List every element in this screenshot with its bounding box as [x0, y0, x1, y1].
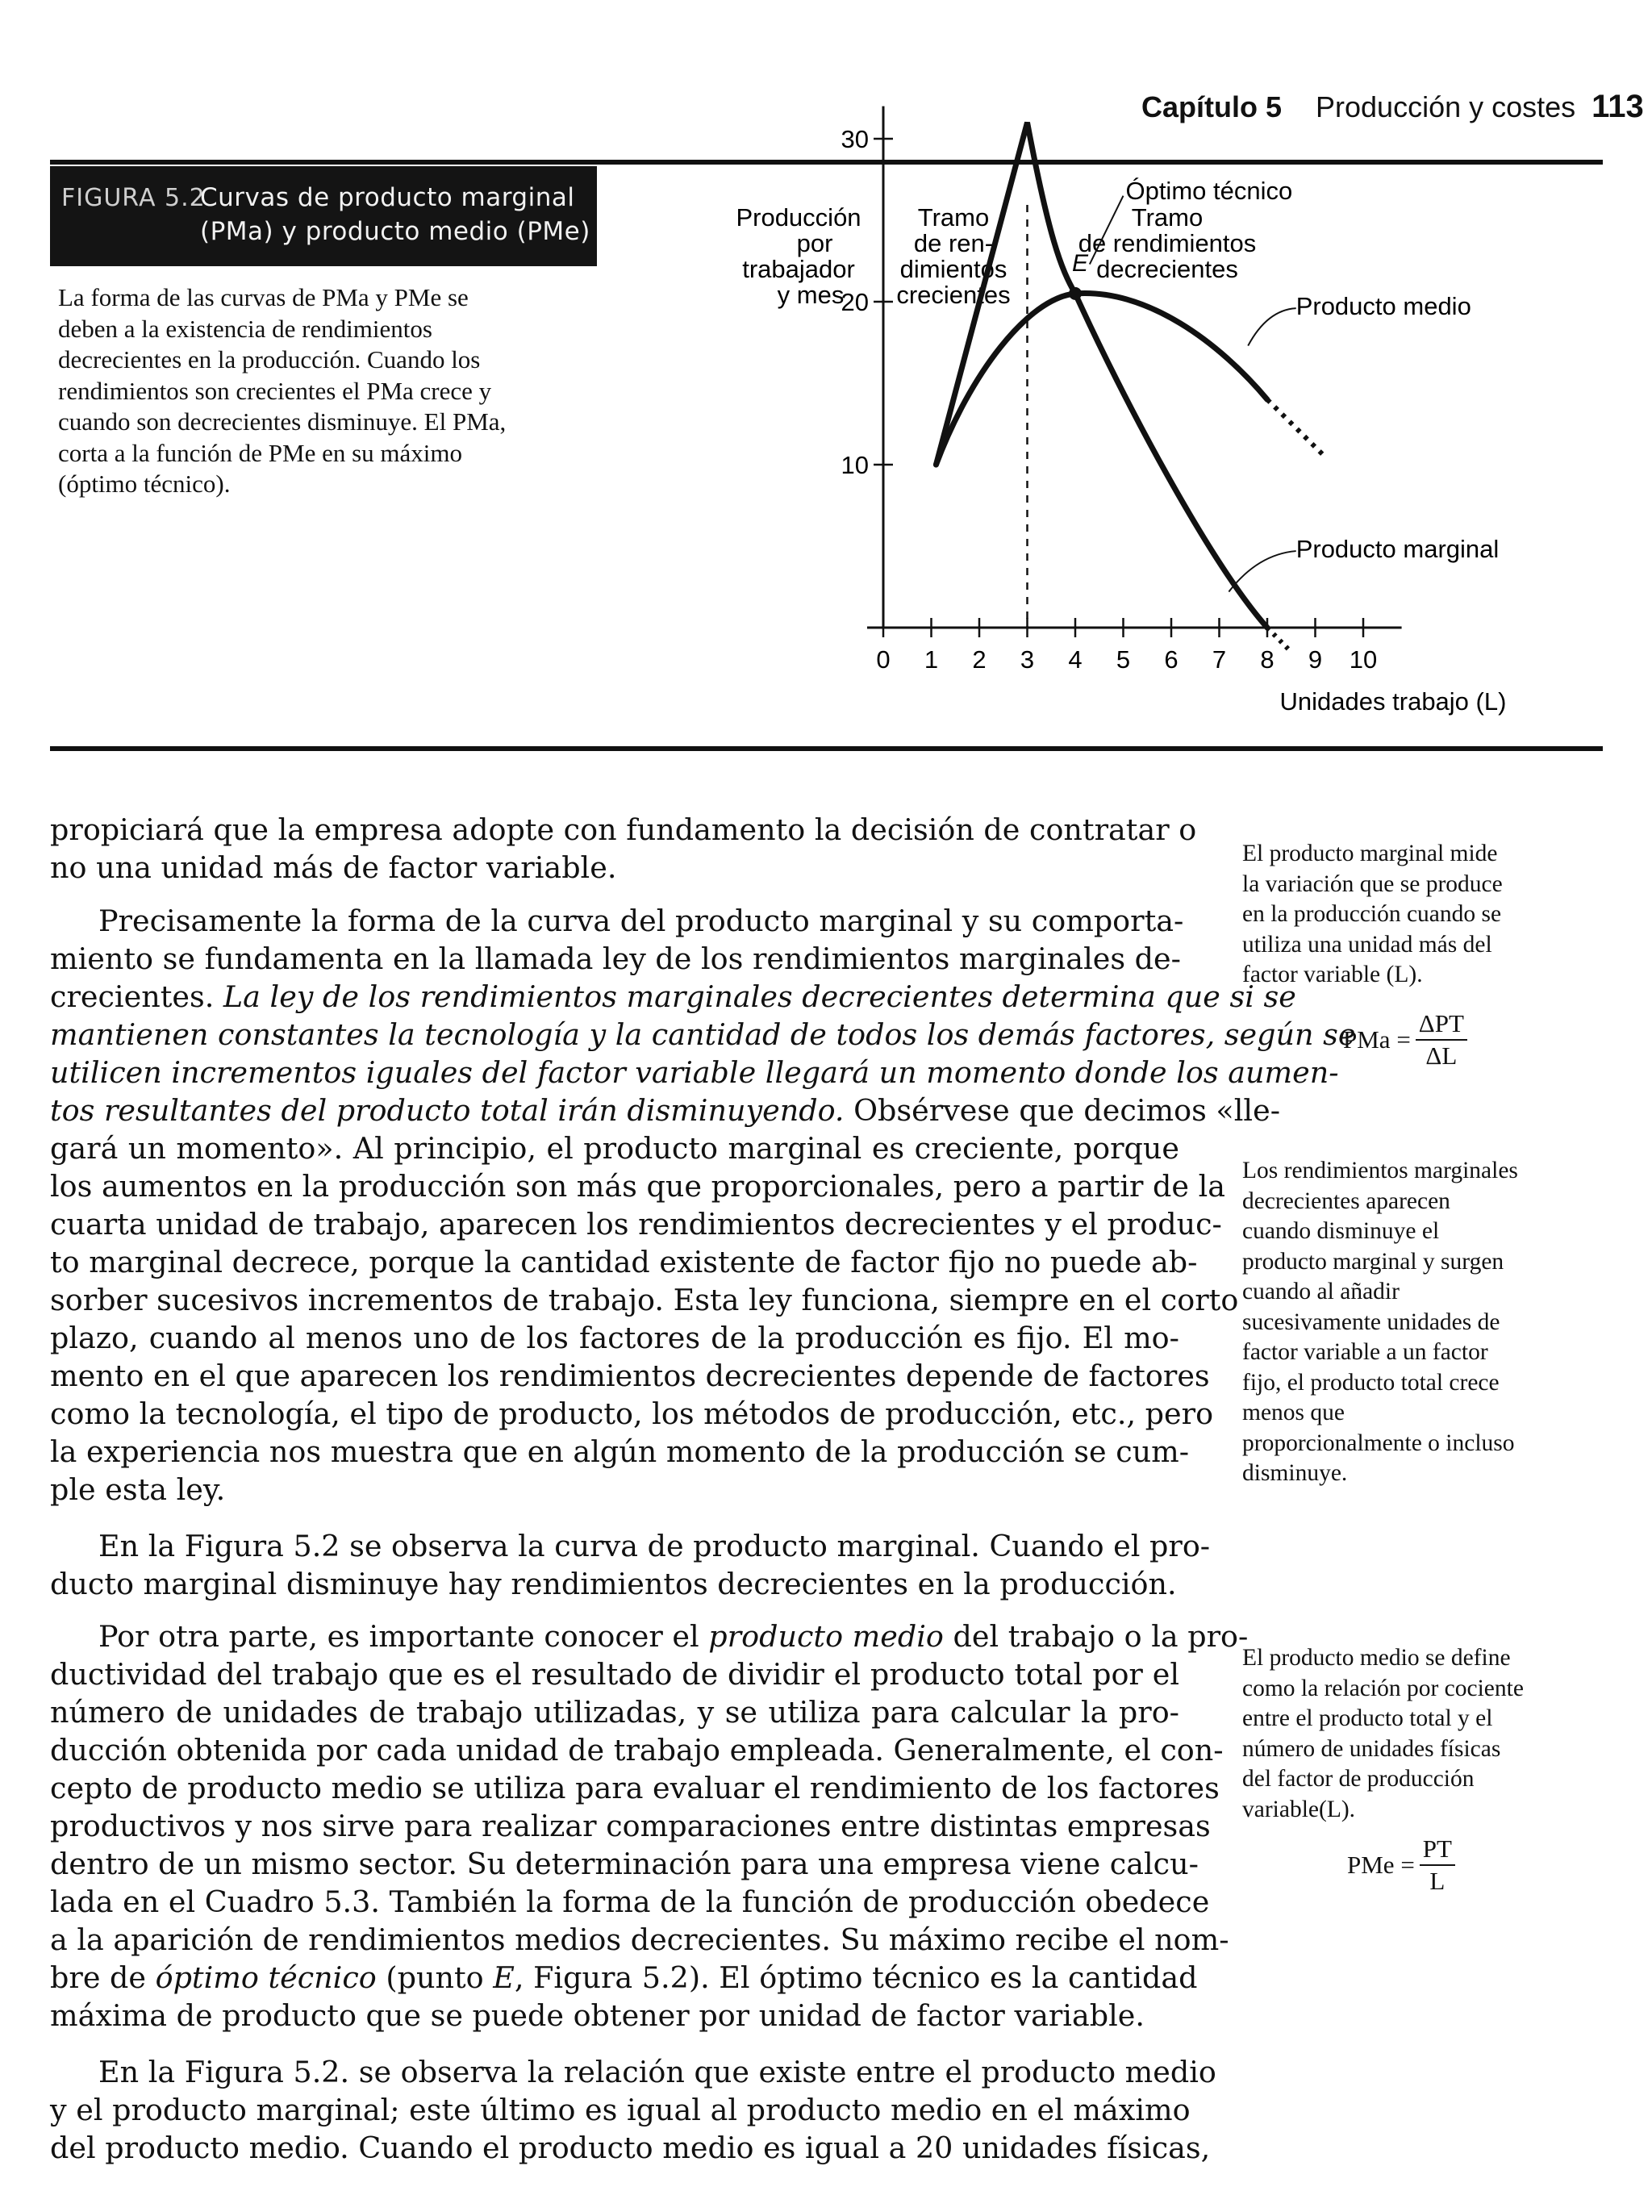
text-line: cepto de producto medio se utiliza para evaluar el rendimiento de los factores: [50, 1771, 1220, 1805]
text-span: crecientes.: [50, 979, 223, 1014]
region-label-decreasing: [1078, 203, 1257, 283]
text-span: del trabajo o la pro-: [943, 1619, 1249, 1654]
header-rule: [50, 160, 1603, 165]
text-line: lada en el Cuadro 5.3. También la forma de la función de producción obedece: [50, 1884, 1210, 1919]
text-line: del producto medio. Cuando el producto medio es igual a 20 unidades físicas,: [50, 2131, 1211, 2165]
sidebar-line: cuando al añadir: [1242, 1279, 1400, 1304]
average-product-label: Producto medio: [1295, 292, 1471, 321]
text-span: , Figura 5.2). El óptimo técnico es la cantidad: [514, 1960, 1198, 1995]
body-paragraph-3: [50, 1527, 1211, 1603]
sidebar-line: utiliza una unidad más del: [1242, 931, 1492, 958]
page-number: 113: [1592, 89, 1644, 124]
x-tick-label: 9: [1308, 645, 1323, 674]
text-line: to marginal decrece, porque la cantidad existente de factor fijo no puede ab-: [50, 1245, 1198, 1279]
text-line: gará un momento». Al principio, el producto marginal es creciente, porque: [50, 1131, 1179, 1166]
text-line: número de unidades de trabajo utilizadas, y se utiliza para calcular la pro-: [50, 1695, 1179, 1730]
point-e-marker: [1069, 287, 1082, 300]
text-span: Obsérvese que decimos «lle-: [844, 1093, 1281, 1128]
figure-description-line: cuando son decrecientes disminuye. El PMa,: [58, 407, 507, 436]
text-line: [50, 1959, 1198, 1997]
sidebar-line: en la producción cuando se: [1242, 901, 1502, 927]
figure-description-line: corta a la función de PMe en su máximo: [58, 438, 463, 467]
region-label-line: de rendimientos: [1078, 229, 1257, 257]
figure-description-line: (óptimo técnico).: [58, 470, 231, 498]
text-line: y el producto marginal; este último es igual al producto medio en el máximo: [50, 2093, 1191, 2127]
text-line: [50, 978, 1296, 1016]
text-line: mento en el que aparecen los rendimientos decrecientes depende de factores: [50, 1359, 1210, 1393]
sidebar-line: producto marginal y surgen: [1242, 1248, 1504, 1275]
region-label-line: crecientes: [896, 281, 1011, 309]
x-tick-label: 4: [1068, 645, 1083, 674]
y-tick-label: 30: [841, 125, 869, 153]
formula-numerator: PT: [1420, 1835, 1455, 1866]
text-line: dentro de un mismo sector. Su determinación para una empresa viene calcu-: [50, 1847, 1199, 1881]
formula-fraction: [1420, 1835, 1455, 1895]
sidebar-line: factor variable (L).: [1242, 962, 1423, 987]
body-paragraph-1: [50, 811, 1197, 887]
marginal-product-label: Producto marginal: [1295, 535, 1500, 564]
body-paragraph-5: [50, 2053, 1216, 2167]
chapter-label: Capítulo 5: [1141, 90, 1283, 123]
sidebar-line: factor variable a un factor: [1242, 1339, 1488, 1365]
text-line: plazo, cuando al menos uno de los factores de la producción es fijo. El mo-: [50, 1321, 1179, 1355]
formula-pma: [1343, 1010, 1467, 1070]
italic-span: tos resultantes del producto total irán disminuyendo.: [50, 1093, 845, 1128]
sidebar-line: El producto marginal mide: [1242, 841, 1498, 866]
average-product-extension: [1267, 399, 1325, 457]
x-tick-label: 1: [924, 645, 939, 674]
x-tick-label: 8: [1260, 645, 1274, 674]
italic-span: mantienen constantes la tecnología y la cantidad de todos los demás factores, según se: [50, 1017, 1356, 1052]
x-tick-label: 7: [1212, 645, 1227, 674]
figure-description-line: rendimientos son crecientes el PMa crece y: [58, 376, 492, 405]
formula-numerator: ΔPT: [1416, 1010, 1467, 1041]
sidebar-note-marginal-product: [1242, 839, 1605, 991]
text-line: ducción obtenida por cada unidad de trabajo empleada. Generalmente, el con-: [50, 1733, 1224, 1768]
region-label-line: dimientos: [899, 255, 1007, 283]
text-line: ple esta ley.: [50, 1472, 226, 1507]
text-line: [50, 1091, 1281, 1129]
x-tick-label: 5: [1116, 645, 1131, 674]
formula-denominator: L: [1429, 1867, 1446, 1895]
y-axis-label-line: trabajador: [742, 255, 855, 283]
running-header: [1141, 89, 1644, 131]
average-product-leader: [1248, 308, 1296, 345]
italic-span: utilicen incrementos iguales del factor variable llegará un momento donde los aumen-: [50, 1055, 1339, 1090]
text-line: [50, 1054, 1339, 1091]
figure-chart: [710, 125, 1613, 734]
sidebar-line: como la relación por cociente: [1242, 1675, 1524, 1701]
text-span: Por otra parte, es importante conocer el: [98, 1619, 709, 1654]
sidebar-line: Los rendimientos marginales: [1242, 1158, 1518, 1183]
region-label-line: de ren-: [913, 229, 994, 257]
region-label-line: Tramo: [917, 203, 990, 232]
text-line: productivos y nos sirve para realizar comparaciones entre distintas empresas: [50, 1809, 1211, 1843]
figure-title: Curvas de producto marginal (PMa) y producto medio (PMe): [200, 183, 590, 246]
region-label-line: decrecientes: [1096, 255, 1238, 283]
sidebar-line: disminuye.: [1242, 1460, 1348, 1486]
sidebar-line: sucesivamente unidades de: [1242, 1308, 1500, 1335]
formula-pme: [1347, 1835, 1455, 1895]
sidebar-line: menos que: [1242, 1400, 1345, 1425]
sidebar-line: del factor de producción: [1242, 1766, 1475, 1792]
text-line: máxima de producto que se puede obtener por unidad de factor variable.: [50, 1998, 1145, 2033]
y-axis-label-line: Producción: [736, 203, 861, 232]
figure-description-line: deben a la existencia de rendimientos: [58, 314, 432, 343]
text-line: a la aparición de rendimientos medios decrecientes. Su máximo recibe el nom-: [50, 1922, 1229, 1957]
y-axis-label-line: y mes: [777, 281, 845, 309]
text-line: los aumentos en la producción son más que proporcionales, pero a partir de la: [50, 1169, 1226, 1204]
sidebar-line: fijo, el producto total crece: [1242, 1369, 1500, 1396]
text-line: la experiencia nos muestra que en algún momento de la producción se cum-: [50, 1434, 1190, 1469]
x-tick-label: 10: [1349, 645, 1378, 674]
text-line: ducto marginal disminuye hay rendimientos decrecientes en la producción.: [50, 1567, 1177, 1601]
y-axis-label-line: por: [796, 229, 833, 257]
text-line: propiciará que la empresa adopte con fundamento la decisión de contratar o: [50, 812, 1197, 847]
text-span: bre de: [50, 1960, 156, 1995]
sidebar-line: la variación que se produce: [1242, 870, 1503, 897]
sidebar-line: variable(L).: [1242, 1796, 1356, 1822]
average-product-curve: [936, 294, 1267, 465]
sidebar-line: decrecientes aparecen: [1242, 1187, 1450, 1214]
text-line: [50, 1016, 1356, 1054]
x-tick-label: 6: [1164, 645, 1179, 674]
italic-span: óptimo técnico: [155, 1960, 377, 1995]
text-line: Precisamente la forma de la curva del producto marginal y su comporta-: [98, 904, 1184, 938]
text-span: (punto: [376, 1960, 494, 1995]
italic-span: La ley de los rendimientos marginales decrecientes determina que si se: [223, 979, 1296, 1014]
x-axis-title: Unidades trabajo (L): [1279, 687, 1507, 716]
sidebar-line: proporcionalmente o incluso: [1242, 1429, 1515, 1456]
text-line: no una unidad más de factor variable.: [50, 850, 617, 885]
sidebar-line: cuando disminuye el: [1242, 1218, 1440, 1244]
figure-description-line: La forma de las curvas de PMa y PMe se: [58, 283, 469, 311]
text-line: miento se fundamenta en la llamada ley de los rendimientos marginales de-: [50, 941, 1181, 976]
section-rule: [50, 746, 1603, 751]
formula-lhs: PMe =: [1347, 1851, 1415, 1879]
italic-span: E: [493, 1960, 515, 1995]
y-tick-label: 20: [841, 288, 869, 316]
sidebar-line: El producto medio se define: [1242, 1645, 1511, 1671]
marginal-product-leader: [1229, 551, 1295, 592]
figure-caption-box: [50, 166, 597, 266]
figure-description-line: decrecientes en la producción. Cuando los: [58, 345, 481, 374]
formula-fraction: [1416, 1010, 1467, 1070]
text-line: como la tecnología, el tipo de producto, los métodos de producción, etc., pero: [50, 1396, 1214, 1431]
region-label-line: Tramo: [1131, 203, 1204, 232]
x-tick-label: 3: [1020, 645, 1035, 674]
text-line: sorber sucesivos incrementos de trabajo. Esta ley funciona, siempre en el corto: [50, 1283, 1239, 1317]
text-line: cuarta unidad de trabajo, aparecen los rendimientos decrecientes y el produc-: [50, 1207, 1222, 1242]
point-e-label: E: [1072, 249, 1089, 277]
y-tick-label: 10: [841, 451, 869, 479]
x-tick-label: 2: [972, 645, 987, 674]
x-tick-label: 0: [876, 645, 891, 674]
figure-label: FIGURA 5.2: [61, 184, 206, 212]
text-line: En la Figura 5.2 se observa la curva de producto marginal. Cuando el pro-: [98, 1529, 1211, 1563]
sidebar-note-average-product: [1242, 1643, 1605, 1825]
text-line: ductividad del trabajo que es el resultado de dividir el producto total por el: [50, 1657, 1179, 1692]
body-paragraph-4: [50, 1617, 1249, 2035]
sidebar-line: entre el producto total y el: [1242, 1705, 1493, 1731]
text-line: [50, 1617, 1249, 1655]
section-title: Producción y costes: [1316, 90, 1576, 123]
italic-span: producto medio: [708, 1619, 944, 1654]
figure-description: [58, 282, 574, 500]
optimum-label: Óptimo técnico: [1125, 176, 1293, 205]
sidebar-note-diminishing-returns: [1242, 1156, 1605, 1489]
formula-lhs: PMa =: [1343, 1025, 1411, 1054]
text-line: En la Figura 5.2. se observa la relación que existe entre el producto medio: [98, 2055, 1216, 2089]
formula-denominator: ΔL: [1425, 1041, 1458, 1070]
sidebar-line: número de unidades físicas: [1242, 1735, 1501, 1762]
